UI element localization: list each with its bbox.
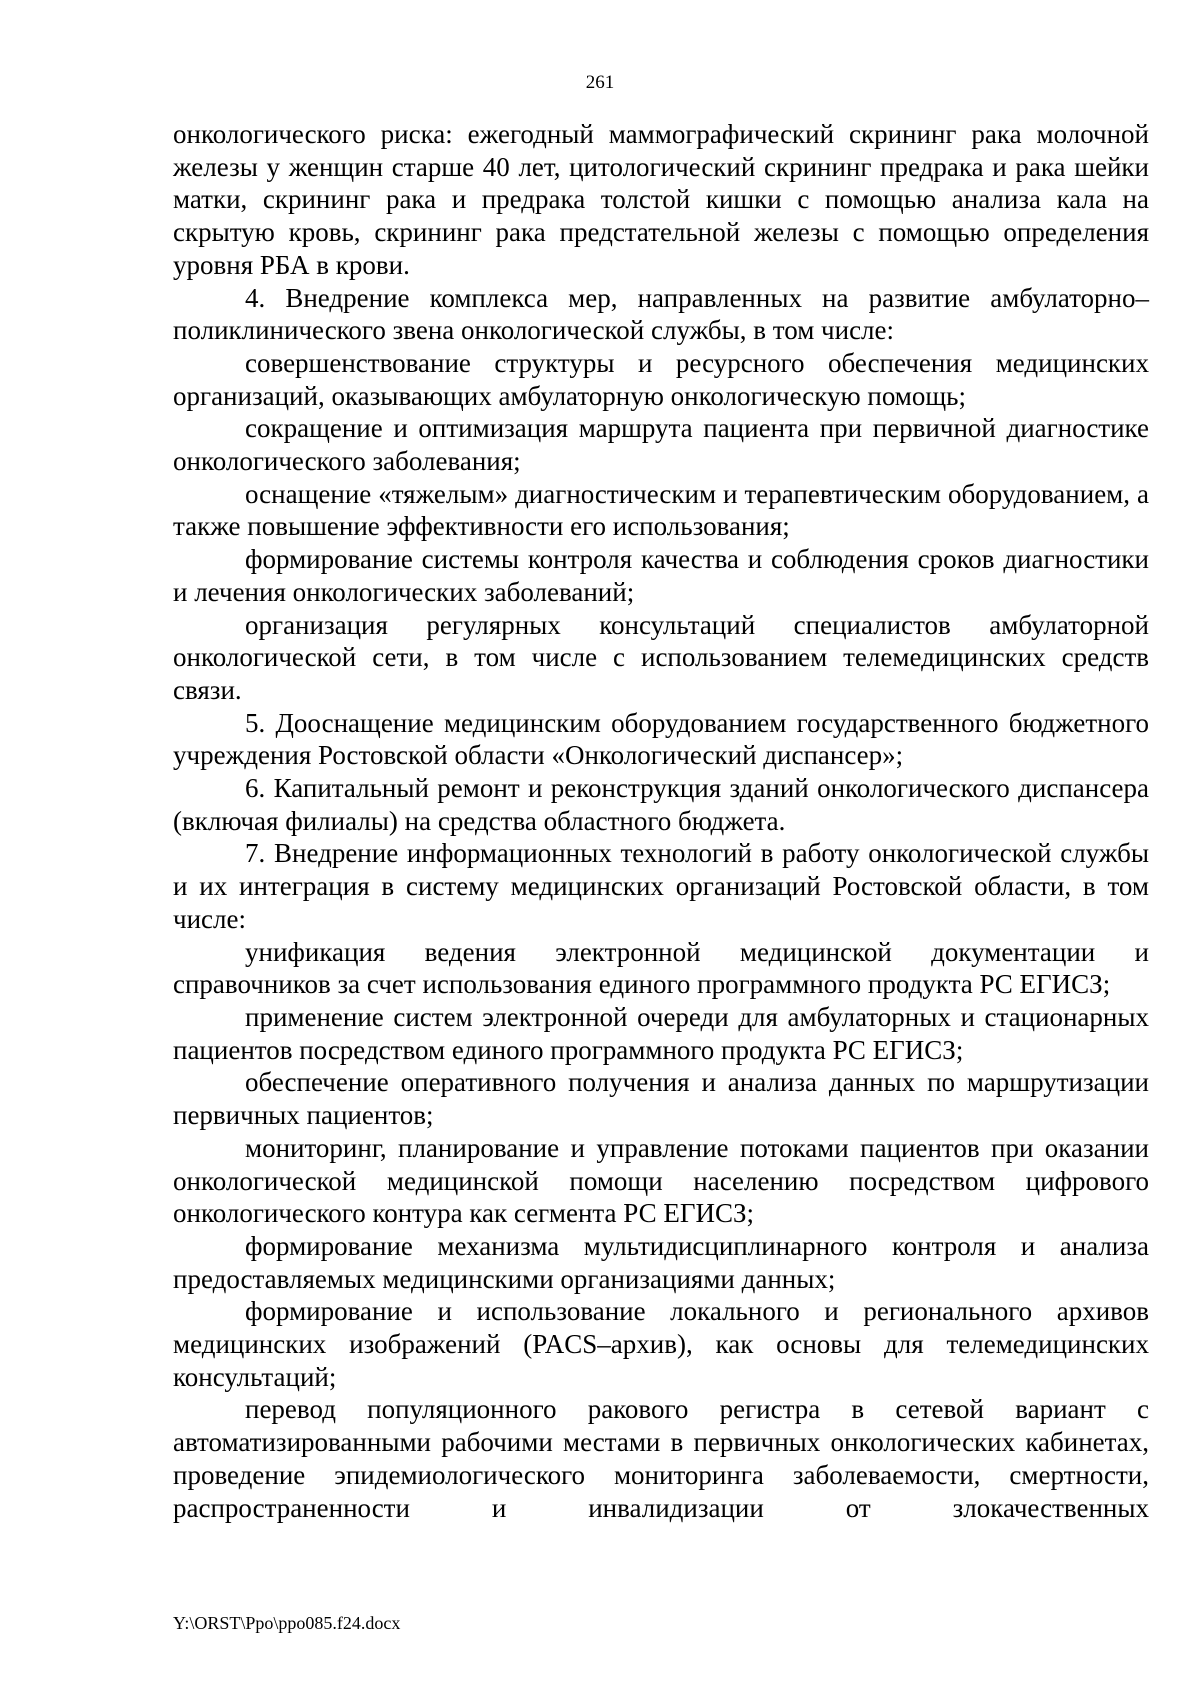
paragraph: унификация ведения электронной медицинской документации и справочников за счет использования единого программного продукта РС ЕГИСЗ;	[173, 936, 1149, 1000]
paragraph: 7. Внедрение информационных технологий в работу онкологической службы и их интеграция в систему медицинских организаций Ростовской области, в том числе:	[173, 838, 1149, 934]
paragraph: мониторинг, планирование и управление потоками пациентов при оказании онкологической медицинской помощи населению посредством цифрового онкологического контура как сегмента РС ЕГИСЗ;	[173, 1132, 1149, 1229]
paragraph: оснащение «тяжелым» диагностическим и терапевтическим оборудованием, а также повышение эффективности его использования;	[173, 478, 1149, 542]
paragraph: онкологического риска: ежегодный маммографический скрининг рака молочной железы у женщин старше 40 лет, цитологический скрининг предрака и рака шейки матки, скрининг рака и предрака толстой кишки с помощью анализа кала на скрытую кровь, скрининг рака предстательной железы с помощью определения уровня РБА в крови.	[173, 119, 1149, 280]
paragraph: формирование механизма мультидисциплинарного контроля и анализа предоставляемых медицинскими организациями данных;	[173, 1230, 1149, 1294]
paragraph: совершенствование структуры и ресурсного обеспечения медицинских организаций, оказывающих амбулаторную онкологическую помощь;	[173, 347, 1149, 411]
paragraph: 4. Внедрение комплекса мер, направленных на развитие амбулаторно–поликлинического звена онкологической службы, в том числе:	[173, 282, 1149, 346]
paragraph: перевод популяционного ракового регистра в сетевой вариант с автоматизированными рабочими местами в первичных онкологических кабинетах, проведение эпидемиологического мониторинга заболеваемости, смертности, распространенности и инвалидизации от злокачественных	[173, 1394, 1149, 1523]
paragraph: 5. Дооснащение медицинским оборудованием государственного бюджетного учреждения Ростовской области «Онкологический диспансер»;	[173, 707, 1149, 771]
paragraph: сокращение и оптимизация маршрута пациента при первичной диагностике онкологического заболевания;	[173, 413, 1149, 477]
paragraph: формирование системы контроля качества и соблюдения сроков диагностики и лечения онкологических заболеваний;	[173, 544, 1149, 607]
document-body	[173, 118, 1149, 1524]
footer-file-path: Y:\ORST\Ppo\ppo085.f24.docx	[173, 1613, 401, 1633]
paragraph: 6. Капитальный ремонт и реконструкция зданий онкологического диспансера (включая филиалы) на средства областного бюджета.	[173, 773, 1149, 836]
page-number: 261	[585, 72, 615, 93]
paragraph: обеспечение оперативного получения и анализа данных по маршрутизации первичных пациентов;	[173, 1067, 1149, 1131]
paragraph: формирование и использование локального и регионального архивов медицинских изображений (PACS–архив), как основы для телемедицинских консультаций;	[173, 1296, 1149, 1392]
paragraph: применение систем электронной очереди для амбулаторных и стационарных пациентов посредством единого программного продукта РС ЕГИСЗ;	[173, 1001, 1149, 1065]
paragraph: организация регулярных консультаций специалистов амбулаторной онкологической сети, в том числе с использованием телемедицинских средств связи.	[173, 609, 1149, 705]
